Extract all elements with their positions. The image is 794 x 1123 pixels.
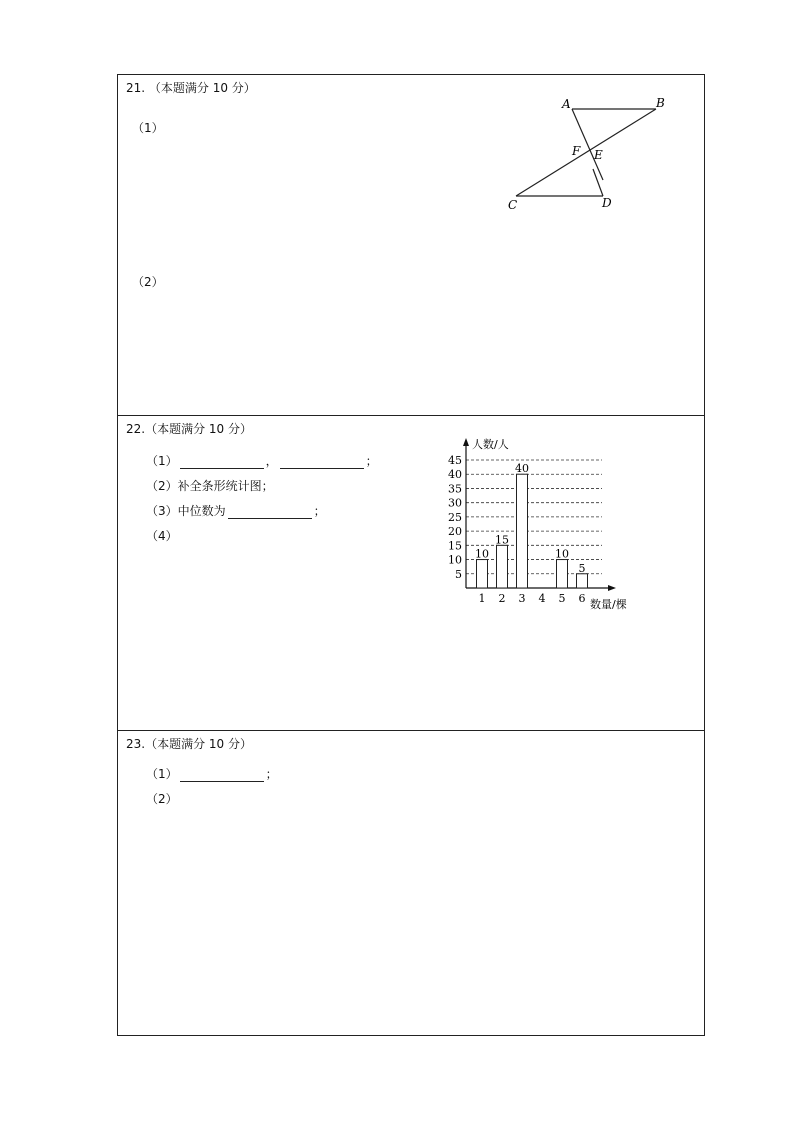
y-tick-label: 15 xyxy=(448,539,462,553)
part-3-end: ； xyxy=(313,504,326,518)
x-tick-label: 1 xyxy=(478,592,486,605)
x-tick-label: 5 xyxy=(558,592,566,605)
x-tick-label: 3 xyxy=(518,592,526,605)
question-22-part-2: （2）补全条形统计图； xyxy=(146,479,274,493)
bar-value-label: 10 xyxy=(475,547,489,561)
answer-blank-2[interactable] xyxy=(280,456,364,469)
y-tick-label: 25 xyxy=(448,510,462,524)
bar-value-label: 15 xyxy=(495,533,509,547)
y-tick-label: 5 xyxy=(455,567,462,581)
question-23-section xyxy=(118,731,704,1036)
x-tick-label: 6 xyxy=(578,592,586,605)
question-21-title: 21. （本题满分 10 分） xyxy=(126,81,256,95)
y-tick-label: 35 xyxy=(448,482,462,496)
question-23-part-2: （2） xyxy=(146,792,178,806)
x-axis-arrow xyxy=(608,585,616,591)
bar-value-label: 5 xyxy=(578,561,586,575)
question-21-part-2: （2） xyxy=(132,275,164,289)
bar-3 xyxy=(517,474,528,588)
y-tick-label: 20 xyxy=(448,525,462,539)
bar-value-label: 10 xyxy=(555,547,569,561)
part-1-end: ； xyxy=(365,454,378,468)
bar-5 xyxy=(557,560,568,588)
question-23-part-1 xyxy=(146,765,278,782)
x-tick-label: 2 xyxy=(498,592,506,605)
bar-6 xyxy=(577,574,588,588)
question-22-part-3 xyxy=(146,502,326,519)
segment-ed xyxy=(593,169,603,196)
bar-1 xyxy=(477,560,488,588)
question-21-section xyxy=(118,75,704,416)
y-tick-label: 10 xyxy=(448,553,462,567)
segment-bc xyxy=(516,109,656,196)
part-1-prefix: （1） xyxy=(146,454,178,468)
point-label-b: B xyxy=(656,96,665,110)
point-label-c: C xyxy=(508,198,518,212)
x-tick-label: 4 xyxy=(538,592,546,605)
point-label-d: D xyxy=(602,196,612,210)
y-tick-label: 30 xyxy=(448,496,462,510)
answer-blank-1[interactable] xyxy=(180,769,264,782)
question-22-section xyxy=(118,416,704,731)
median-answer-blank[interactable] xyxy=(228,506,312,519)
y-axis-label: 人数/人 xyxy=(472,438,509,451)
answer-sheet xyxy=(117,74,705,1036)
part-3-prefix: （3）中位数为 xyxy=(146,504,226,518)
x-axis-label: 数量/棵 xyxy=(590,598,627,611)
part-1-end: ； xyxy=(265,767,278,781)
question-21-part-1: （1） xyxy=(132,121,164,135)
bar-value-label: 40 xyxy=(515,462,529,476)
point-label-f: F xyxy=(572,144,581,158)
question-22-title: 22.（本题满分 10 分） xyxy=(126,422,252,436)
y-axis-arrow xyxy=(463,438,469,446)
part-1-separator: ， xyxy=(265,454,278,468)
answer-blank-1[interactable] xyxy=(180,456,264,469)
question-22-part-4: （4） xyxy=(146,529,178,543)
geometry-figure xyxy=(498,91,678,221)
bar-2 xyxy=(497,545,508,588)
point-label-a: A xyxy=(562,97,571,111)
question-23-title: 23.（本题满分 10 分） xyxy=(126,737,252,751)
part-1-prefix: （1） xyxy=(146,767,178,781)
bar-chart xyxy=(428,434,648,618)
point-label-e: E xyxy=(594,148,603,162)
y-tick-label: 45 xyxy=(448,454,462,467)
y-tick-label: 40 xyxy=(448,468,462,482)
question-22-part-1 xyxy=(146,452,378,469)
